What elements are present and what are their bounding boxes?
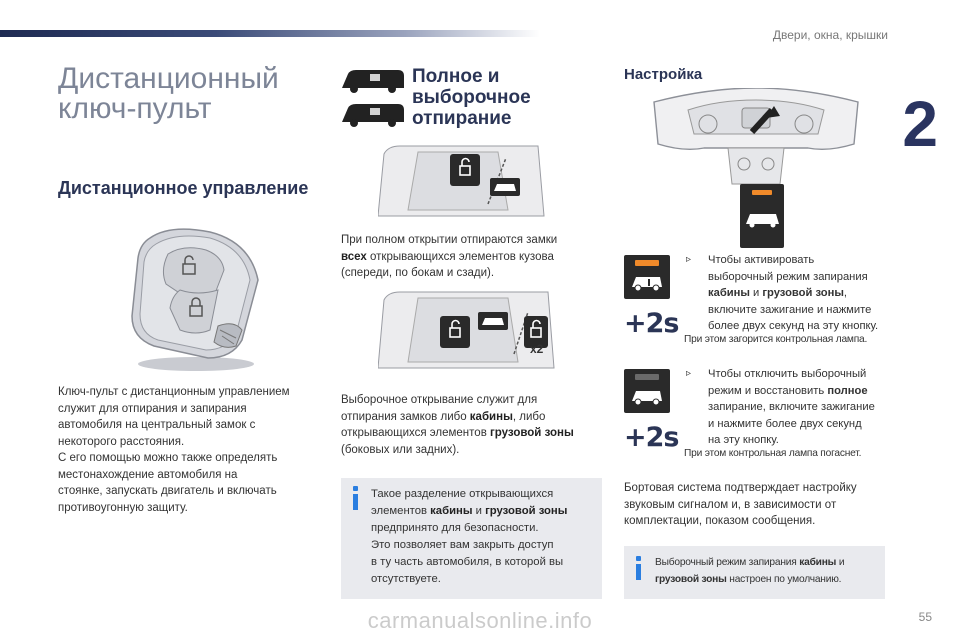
info-box-right: Выборочный режим запирания кабины и грузовой зоны настроен по умолчанию. — [624, 546, 885, 599]
heading-settings: Настройка — [624, 66, 703, 83]
van-selective-unlock-illustration — [378, 290, 556, 372]
bullet-marker: ▹ — [686, 254, 692, 265]
page-number: 55 — [918, 610, 932, 624]
key-fob-illustration — [110, 218, 280, 376]
remote-description: Ключ-пульт с дистанционным управлением служит для отпирания и запирания автомобиля на центральный замок с некоторого расстояния. С его помощью можно также определять местонахождение автомобиля на стоянке, запускать двигатель и включать противоугонную защиту. — [58, 386, 290, 514]
page-title: Дистанционный ключ-пульт — [58, 62, 279, 125]
hold-2s-icon-2: +2s — [624, 422, 679, 453]
lamp-on-button-icon — [624, 255, 670, 299]
van-full-unlock-illustration — [378, 144, 546, 220]
hold-2s-icon-1: +2s — [624, 308, 679, 339]
selective-unlock-text: Выборочное открывание служит для отпирания замков либо кабины, либо открывающихся элементов грузовой зоны (боковых или задних). — [341, 394, 574, 456]
info-icon — [636, 556, 641, 580]
full-unlock-text: При полном открытии отпираются замки всех открывающихся элементов кузова (спереди, по бокам и сзади). — [341, 234, 558, 279]
van-silhouettes-icon — [340, 66, 406, 128]
dashboard-illustration — [648, 88, 864, 248]
subheading-remote-control: Дистанционное управление — [58, 178, 309, 198]
note-lamp-on: При этом загорится контрольная лампа. — [684, 334, 868, 345]
heading-full-selective-unlock: Полное и выборочное отпирание — [412, 66, 531, 129]
info-icon — [353, 486, 358, 510]
header-gradient-bar — [0, 30, 540, 37]
press-twice-badge: x2 — [530, 342, 544, 356]
info-box-middle: Такое разделение открывающихся элементов кабины и грузовой зоны предпринято для безопасности. Это позволяет вам закрыть доступ в ту часть автомобиля, в которой вы отсутствуете. — [341, 478, 602, 599]
bullet-deactivate: ▹ Чтобы отключить выборочный режим и восстановить полное запирание, включите зажигание и нажмите более двух секунд на эту кнопку. — [686, 368, 875, 446]
bullet-marker: ▹ — [686, 368, 692, 379]
watermark: carmanualsonline.info — [367, 608, 593, 633]
note-lamp-off: При этом контрольная лампа погаснет. — [684, 448, 862, 459]
lamp-off-button-icon — [624, 369, 670, 413]
chapter-number: 2 — [902, 88, 938, 160]
confirmation-text: Бортовая система подтверждает настройку звуковым сигналом и, в зависимости от комплектации, показом сообщения. — [624, 482, 857, 527]
bullet-activate: ▹ Чтобы активировать выборочный режим запирания кабины и грузовой зоны, включите зажигание и нажмите более двух секунд на эту кнопку. — [686, 254, 879, 332]
section-title: Двери, окна, крышки — [772, 28, 888, 42]
